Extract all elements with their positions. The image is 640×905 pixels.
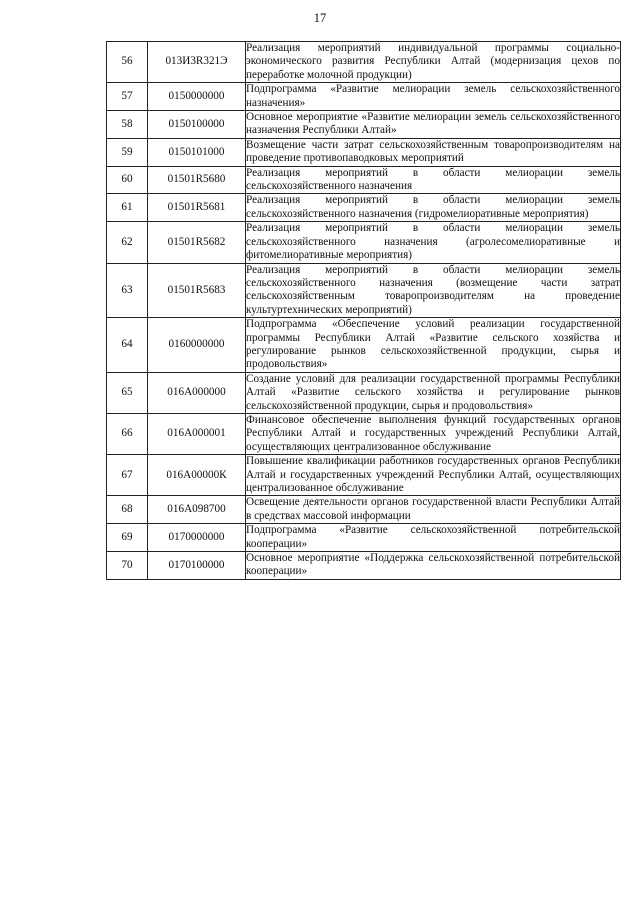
row-number-cell: 70 xyxy=(107,552,148,580)
page-number: 17 xyxy=(313,11,327,25)
row-number-cell: 67 xyxy=(107,455,148,496)
row-code-cell: 0150000000 xyxy=(148,83,246,111)
row-number-cell: 57 xyxy=(107,83,148,111)
table-row xyxy=(107,194,621,222)
row-number-cell: 56 xyxy=(107,42,148,83)
row-description-cell: Подпрограмма «Обеспечение условий реализации государственной программы Республики Алтай «Развитие сельского хозяйства и регулирование рынков сельскохозяйственной продукции, сырья и продовольствия» xyxy=(246,318,620,371)
row-description-cell: Реализация мероприятий в области мелиорации земель сельскохозяйственного назначения (агролесомелиоративные и фитомелиоративные мероприятия) xyxy=(246,222,620,262)
table-row xyxy=(107,318,621,373)
budget-classification-table xyxy=(106,41,621,580)
row-code-cell: 0170000000 xyxy=(148,524,246,552)
row-number-cell: 66 xyxy=(107,413,148,454)
table-row xyxy=(107,524,621,552)
row-code-cell: 0160000000 xyxy=(148,318,246,373)
row-number-cell: 68 xyxy=(107,496,148,524)
row-code-cell: 01501R5682 xyxy=(148,222,246,263)
row-number-cell: 59 xyxy=(107,138,148,166)
table-row xyxy=(107,42,621,83)
row-number-cell: 62 xyxy=(107,222,148,263)
table-row xyxy=(107,496,621,524)
row-description-cell: Основное мероприятие «Развитие мелиорации земель сельскохозяйственного назначения Республики Алтай» xyxy=(246,111,620,137)
row-description-cell: Основное мероприятие «Поддержка сельскохозяйственной потребительской кооперации» xyxy=(246,552,620,578)
row-description-cell: Реализация мероприятий индивидуальной программы социально-экономического развития Республики Алтай (модернизация цехов по переработке молочной продукции) xyxy=(246,42,620,81)
row-code-cell: 0170100000 xyxy=(148,552,246,580)
row-number-cell: 64 xyxy=(107,318,148,373)
table-row xyxy=(107,552,621,580)
table-body xyxy=(107,42,621,580)
table-row xyxy=(107,455,621,496)
table-row xyxy=(107,372,621,413)
row-code-cell: 016А000001 xyxy=(148,413,246,454)
row-number-cell: 58 xyxy=(107,111,148,139)
row-code-cell: 016А098700 xyxy=(148,496,246,524)
row-code-cell: 013И3R321Э xyxy=(148,42,246,83)
row-code-cell: 01501R5680 xyxy=(148,166,246,194)
row-code-cell: 016А00000К xyxy=(148,455,246,496)
row-description-cell: Создание условий для реализации государственной программы Республики Алтай «Развитие сельского хозяйства и регулирование рынков сельскохозяйственной продукции, сырья и продовольствия» xyxy=(246,372,620,412)
table-row xyxy=(107,83,621,111)
row-description-cell: Повышение квалификации работников государственных органов Республики Алтай и государственных учреждений Республики Алтай, осуществляющих централизованное обслуживание xyxy=(246,455,620,494)
row-number-cell: 65 xyxy=(107,372,148,413)
row-code-cell: 0150100000 xyxy=(148,111,246,139)
table-row xyxy=(107,222,621,263)
row-code-cell: 0150101000 xyxy=(148,138,246,166)
row-description-cell: Возмещение части затрат сельскохозяйственным товаропроизводителям на проведение противопаводковых мероприятий xyxy=(246,138,620,165)
row-number-cell: 69 xyxy=(107,524,148,552)
row-description-cell: Реализация мероприятий в области мелиорации земель сельскохозяйственного назначения xyxy=(246,166,620,193)
row-code-cell: 016А000000 xyxy=(148,372,246,413)
table-row xyxy=(107,166,621,194)
row-description-cell: Подпрограмма «Развитие мелиорации земель сельскохозяйственного назначения» xyxy=(246,83,620,109)
row-description-cell: Освещение деятельности органов государственной власти Республики Алтай в средствах массовой информации xyxy=(246,496,620,522)
row-description-cell: Реализация мероприятий в области мелиорации земель сельскохозяйственного назначения (возмещение части затрат сельскохозяйственным товаропроизводителям на проведение культуртехнических мероприятий) xyxy=(246,263,620,316)
table-row xyxy=(107,138,621,166)
row-code-cell: 01501R5683 xyxy=(148,263,246,318)
table-row xyxy=(107,263,621,318)
row-number-cell: 63 xyxy=(107,263,148,318)
table-row xyxy=(107,413,621,454)
row-description-cell: Подпрограмма «Развитие сельскохозяйственной потребительской кооперации» xyxy=(246,524,620,550)
table-row xyxy=(107,111,621,139)
row-description-cell: Реализация мероприятий в области мелиорации земель сельскохозяйственного назначения (гидромелиоративные мероприятия) xyxy=(246,194,620,220)
row-description-cell: Финансовое обеспечение выполнения функций государственных органов Республики Алтай и государственных учреждений Республики Алтай, осуществляющих централизованное обслуживание xyxy=(246,413,620,453)
row-number-cell: 60 xyxy=(107,166,148,194)
row-number-cell: 61 xyxy=(107,194,148,222)
row-code-cell: 01501R5681 xyxy=(148,194,246,222)
